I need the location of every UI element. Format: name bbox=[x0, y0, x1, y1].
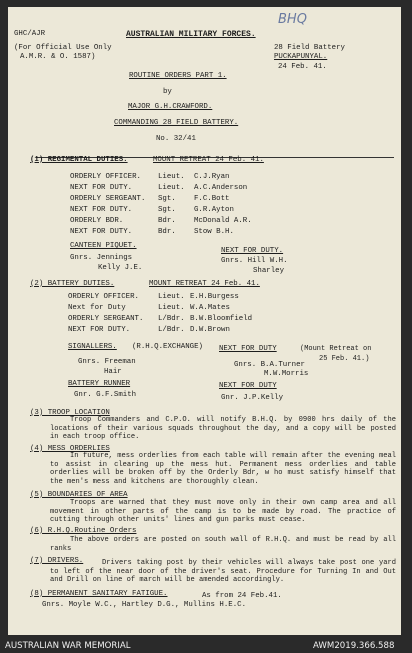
canteen-piquet-line-2: Kelly J.E. bbox=[98, 264, 143, 272]
roster-name: B.W.Bloomfield bbox=[190, 315, 253, 323]
canteen-piquet-heading: CANTEEN PIQUET. bbox=[70, 242, 137, 250]
orders-title: ROUTINE ORDERS PART 1. bbox=[129, 72, 227, 80]
signallers-next-line-1: Gnrs. B.A.Turner bbox=[234, 361, 305, 369]
roster-role: Next for Duty bbox=[68, 304, 126, 312]
roster-name: A.C.Anderson bbox=[194, 184, 248, 192]
roster-rank: Lieut. bbox=[158, 304, 185, 312]
section-3-heading: (3) TROOP LOCATION bbox=[30, 409, 110, 417]
roster-rank: Sgt. bbox=[158, 195, 176, 203]
header-date: 24 Feb. 41. bbox=[278, 63, 327, 71]
roster-role: ORDERLY OFFICER. bbox=[68, 293, 139, 301]
section-3-body: Troop Commanders and C.P.O. will notify B.H.Q. by 0900 hrs daily of the locations of their various squads throughout the day, and a copy will be posted in each troop office. bbox=[50, 416, 396, 442]
signallers-next-note-1: (Mount Retreat on bbox=[300, 345, 372, 353]
roster-name: G.R.Ayton bbox=[194, 206, 234, 214]
roster-rank: L/Bdr. bbox=[158, 315, 185, 323]
section-4-heading: (4) MESS ORDERLIES bbox=[30, 445, 110, 453]
roster-rank: Sgt. bbox=[158, 206, 176, 214]
official-use-line-1: (For Official Use Only bbox=[14, 44, 112, 52]
roster-role: NEXT FOR DUTY. bbox=[70, 228, 133, 236]
signallers-line-1: Gnrs. Freeman bbox=[78, 358, 136, 366]
section-4-body: In future, mess orderlies from each table will remain after the evening meal to assist in clearing up the mess hut. Permanent mess orderlies and table orderlies will be broken off by the Orderly Bdr, w ho must satisfy himself that the men's mess and kitchens are thoroughly clean. bbox=[50, 452, 396, 486]
roster-rank: Lieut. bbox=[158, 173, 185, 181]
section-7-body: Drivers taking post by their vehicles will always take post one yard to left of the near door of the driver's seat. Procedure for Turning In and Out and Drill on line of march will be amended accordingly. bbox=[50, 559, 396, 585]
runner-next-name: Gnr. J.P.Kelly bbox=[221, 394, 284, 402]
by-line: by bbox=[163, 88, 172, 96]
unit-name: 28 Field Battery bbox=[274, 44, 345, 52]
section-1-heading: (1) REGIMENTAL DUTIES. bbox=[30, 156, 128, 164]
roster-role: NEXT FOR DUTY. bbox=[68, 326, 131, 334]
signallers-heading: SIGNALLERS. bbox=[68, 343, 117, 351]
battery-runner-heading: BATTERY RUNNER bbox=[68, 380, 131, 388]
roster-rank: Bdr. bbox=[158, 217, 176, 225]
signallers-next-heading: NEXT FOR DUTY bbox=[219, 345, 277, 353]
roster-name: E.H.Burgess bbox=[190, 293, 239, 301]
roster-role: ORDERLY SERGEANT. bbox=[70, 195, 146, 203]
reference-code: GHC/AJR bbox=[14, 30, 46, 38]
signallers-unit: (R.H.Q.EXCHANGE) bbox=[132, 343, 203, 351]
location: PUCKAPUNYAL. bbox=[274, 53, 328, 61]
roster-role: NEXT FOR DUTY. bbox=[70, 206, 133, 214]
section-2-heading: (2) BATTERY DUTIES. bbox=[30, 280, 115, 288]
roster-rank: L/Bdr. bbox=[158, 326, 185, 334]
section-8-names: Gnrs. Moyle W.C., Hartley D.G., Mullins H.E.C. bbox=[42, 601, 247, 609]
section-6-heading: (6) R.H.Q.Routine Orders bbox=[30, 527, 137, 535]
signallers-line-2: Hair bbox=[104, 368, 122, 376]
roster-name: McDonald A.R. bbox=[194, 217, 252, 225]
document-title: AUSTRALIAN MILITARY FORCES. bbox=[126, 30, 256, 39]
footer-accession-number: AWM2019.366.588 bbox=[313, 641, 395, 651]
signallers-next-note-2: 25 Feb. 41.) bbox=[319, 355, 370, 363]
section-2-mount: MOUNT RETREAT 24 Feb. 41. bbox=[149, 280, 260, 288]
section-1-mount: MOUNT RETREAT 24 Feb. 41. bbox=[153, 156, 264, 164]
piquet-next-heading: NEXT FOR DUTY. bbox=[221, 247, 284, 255]
roster-role: NEXT FOR DUTY. bbox=[70, 184, 133, 192]
roster-name: F.C.Bott bbox=[194, 195, 230, 203]
document-page bbox=[8, 7, 401, 635]
roster-name: D.W.Brown bbox=[190, 326, 230, 334]
signallers-next-line-2: M.W.Morris bbox=[264, 370, 309, 378]
section-5-body: Troops are warned that they must move only in their own camp area and all movement in other parts of the camp is to be made by road. The practice of cutting through other units' lines and gun parks must cease. bbox=[50, 499, 396, 525]
section-8-heading: (8) PERMANENT SANITARY FATIGUE. bbox=[30, 590, 168, 598]
roster-rank: Bdr. bbox=[158, 228, 176, 236]
official-use-line-2: A.M.R. & O. 1587) bbox=[20, 53, 96, 61]
section-8-date: As from 24 Feb.41. bbox=[202, 592, 282, 600]
order-number: No. 32/41 bbox=[156, 135, 196, 143]
roster-role: ORDERLY BDR. bbox=[70, 217, 124, 225]
piquet-next-line-2: Sharley bbox=[253, 267, 285, 275]
roster-name: Stow B.H. bbox=[194, 228, 234, 236]
section-7-heading: (7) DRIVERS. bbox=[30, 557, 84, 565]
footer-archive-name: AUSTRALIAN WAR MEMORIAL bbox=[5, 641, 131, 651]
roster-role: ORDERLY OFFICER. bbox=[70, 173, 141, 181]
section-5-heading: (5) BOUNDARIES OF AREA bbox=[30, 491, 128, 499]
section-6-body: The above orders are posted on south wall of R.H.Q. and must be read by all ranks bbox=[50, 536, 396, 553]
roster-role: ORDERLY SERGEANT. bbox=[68, 315, 144, 323]
canteen-piquet-line-1: Gnrs. Jennings bbox=[70, 254, 133, 262]
roster-name: C.J.Ryan bbox=[194, 173, 230, 181]
piquet-next-line-1: Gnrs. Hill W.H. bbox=[221, 257, 288, 265]
roster-rank: Lieut. bbox=[158, 184, 185, 192]
runner-next-heading: NEXT FOR DUTY bbox=[219, 382, 277, 390]
battery-runner-name: Gnr. G.F.Smith bbox=[74, 391, 137, 399]
roster-name: W.A.Mates bbox=[190, 304, 230, 312]
roster-rank: Lieut. bbox=[158, 293, 185, 301]
command-line: COMMANDING 28 FIELD BATTERY. bbox=[114, 119, 239, 127]
commander-name: MAJOR G.H.CRAWFORD. bbox=[128, 103, 213, 111]
handwritten-mark: BHQ bbox=[278, 12, 307, 27]
